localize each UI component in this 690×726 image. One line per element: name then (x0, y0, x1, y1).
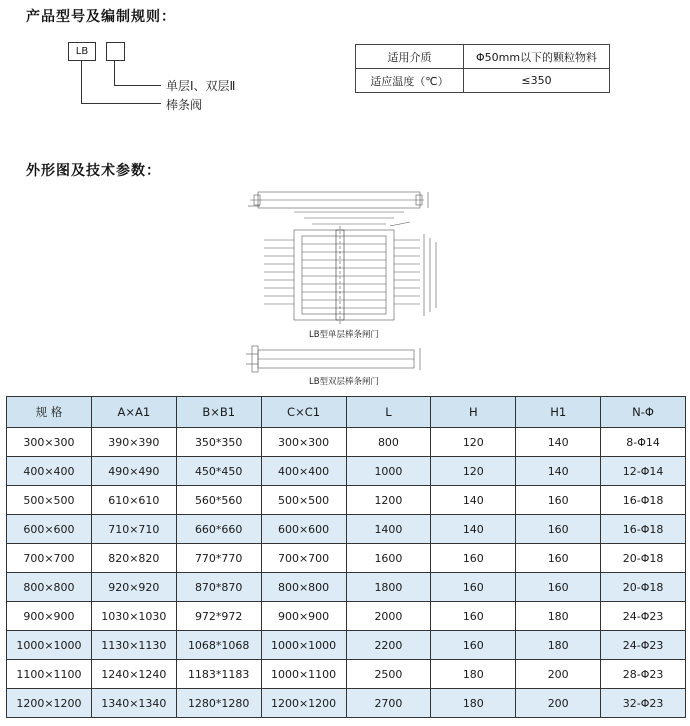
table-cell: 560*560 (176, 486, 261, 515)
table-cell: 160 (516, 544, 601, 573)
table-cell: 160 (431, 631, 516, 660)
table-cell: 820×820 (91, 544, 176, 573)
table-cell: 600×600 (261, 515, 346, 544)
table-cell: 1130×1130 (91, 631, 176, 660)
table-cell: 140 (516, 457, 601, 486)
table-cell: 8-Φ14 (601, 428, 686, 457)
table-cell: 120 (431, 428, 516, 457)
table-cell: 300×300 (261, 428, 346, 457)
table-cell: 1100×1100 (7, 660, 92, 689)
table-cell: 490×490 (91, 457, 176, 486)
table-cell: 1280*1280 (176, 689, 261, 718)
model-code-lb-box: LB (68, 42, 96, 61)
table-cell: 2200 (346, 631, 431, 660)
table-cell: 1000 (346, 457, 431, 486)
table-row (7, 515, 686, 544)
table-cell: 1800 (346, 573, 431, 602)
table-cell: 900×900 (261, 602, 346, 631)
top-elevation-view (248, 192, 428, 208)
table-row (7, 573, 686, 602)
table-cell: 180 (431, 689, 516, 718)
table-cell: 1600 (346, 544, 431, 573)
table-row (7, 660, 686, 689)
table-cell: 920×920 (91, 573, 176, 602)
connector-line-layer-vertical (114, 60, 115, 85)
table-cell: 24-Φ23 (601, 631, 686, 660)
table-cell: 16-Φ18 (601, 486, 686, 515)
medium-cell: Φ50mm以下的颗粒物料 (464, 45, 610, 69)
table-cell: 500×500 (261, 486, 346, 515)
table-cell: 800×800 (261, 573, 346, 602)
header-h1: H1 (516, 397, 601, 428)
table-cell: 160 (431, 573, 516, 602)
table-cell: 180 (516, 602, 601, 631)
table-cell: 972*972 (176, 602, 261, 631)
table-cell: 1000×1000 (7, 631, 92, 660)
table-cell: 1200 (346, 486, 431, 515)
table-cell: 700×700 (261, 544, 346, 573)
table-cell: 160 (431, 544, 516, 573)
table-cell: 660*660 (176, 515, 261, 544)
table-cell: 140 (431, 515, 516, 544)
table-cell: 160 (431, 602, 516, 631)
table-cell: 160 (516, 515, 601, 544)
table-row (7, 486, 686, 515)
table-row (7, 602, 686, 631)
table-cell: 1183*1183 (176, 660, 261, 689)
gate-technical-drawing (244, 186, 444, 388)
medium-row (356, 45, 610, 69)
header-c-c1: C×C1 (261, 397, 346, 428)
model-code-name-label: 棒条阀 (166, 98, 203, 112)
header-h: H (431, 397, 516, 428)
table-cell: 700×700 (7, 544, 92, 573)
header-a-a1: A×A1 (91, 397, 176, 428)
table-cell: 900×900 (7, 602, 92, 631)
table-row (7, 631, 686, 660)
caption-double-layer: LB型双层棒条闸门 (308, 377, 380, 387)
table-cell: 200 (516, 660, 601, 689)
table-cell: 12-Φ14 (601, 457, 686, 486)
table-cell: 1340×1340 (91, 689, 176, 718)
temperature-cell: ≤350 (464, 69, 610, 93)
table-cell: 140 (431, 486, 516, 515)
table-cell: 24-Φ23 (601, 602, 686, 631)
table-cell: 770*770 (176, 544, 261, 573)
table-cell: 400×400 (261, 457, 346, 486)
section-heading-params: 外形图及技术参数： (26, 163, 161, 179)
table-cell: 160 (516, 486, 601, 515)
table-cell: 16-Φ18 (601, 515, 686, 544)
medium-table (355, 44, 610, 93)
table-cell: 400×400 (7, 457, 92, 486)
table-row (7, 544, 686, 573)
double-layer-view (246, 346, 420, 372)
temperature-cell: 适应温度（℃） (356, 69, 464, 93)
table-cell: 160 (516, 573, 601, 602)
header-l: L (346, 397, 431, 428)
table-cell: 800 (346, 428, 431, 457)
table-cell: 180 (431, 660, 516, 689)
connector-line-layer-horizontal (114, 85, 161, 86)
table-cell: 600×600 (7, 515, 92, 544)
table-cell: 390×390 (91, 428, 176, 457)
spec-header-row (7, 397, 686, 428)
table-cell: 1200×1200 (261, 689, 346, 718)
table-cell: 1000×1100 (261, 660, 346, 689)
plan-view (264, 212, 436, 324)
table-cell: 2500 (346, 660, 431, 689)
header-spec: 规 格 (7, 397, 92, 428)
table-cell: 28-Φ23 (601, 660, 686, 689)
header-b-b1: B×B1 (176, 397, 261, 428)
connector-line-lb-vertical (81, 60, 82, 103)
table-cell: 140 (516, 428, 601, 457)
table-cell: 120 (431, 457, 516, 486)
caption-single-layer: LB型单层棒条闸门 (308, 330, 380, 340)
model-code-layer-box (106, 42, 125, 61)
table-cell: 350*350 (176, 428, 261, 457)
table-row (7, 457, 686, 486)
table-cell: 2700 (346, 689, 431, 718)
table-cell: 20-Φ18 (601, 573, 686, 602)
header-n-phi: N-Φ (601, 397, 686, 428)
table-cell: 20-Φ18 (601, 544, 686, 573)
table-cell: 500×500 (7, 486, 92, 515)
section-heading-rules: 产品型号及编制规则： (26, 9, 176, 25)
table-cell: 1400 (346, 515, 431, 544)
table-row (7, 689, 686, 718)
table-cell: 1240×1240 (91, 660, 176, 689)
table-cell: 710×710 (91, 515, 176, 544)
table-cell: 610×610 (91, 486, 176, 515)
table-cell: 1200×1200 (7, 689, 92, 718)
temperature-row (356, 69, 610, 93)
table-cell: 200 (516, 689, 601, 718)
table-cell: 32-Φ23 (601, 689, 686, 718)
table-cell: 2000 (346, 602, 431, 631)
table-cell: 450*450 (176, 457, 261, 486)
table-cell: 180 (516, 631, 601, 660)
table-cell: 300×300 (7, 428, 92, 457)
medium-cell: 适用介质 (356, 45, 464, 69)
table-cell: 1030×1030 (91, 602, 176, 631)
table-cell: 1068*1068 (176, 631, 261, 660)
table-row (7, 428, 686, 457)
connector-line-lb-horizontal (81, 103, 161, 104)
table-cell: 870*870 (176, 573, 261, 602)
model-code-layer-label: 单层Ⅰ、双层Ⅱ (166, 79, 236, 93)
spec-table (6, 396, 686, 718)
table-cell: 1000×1000 (261, 631, 346, 660)
table-cell: 800×800 (7, 573, 92, 602)
